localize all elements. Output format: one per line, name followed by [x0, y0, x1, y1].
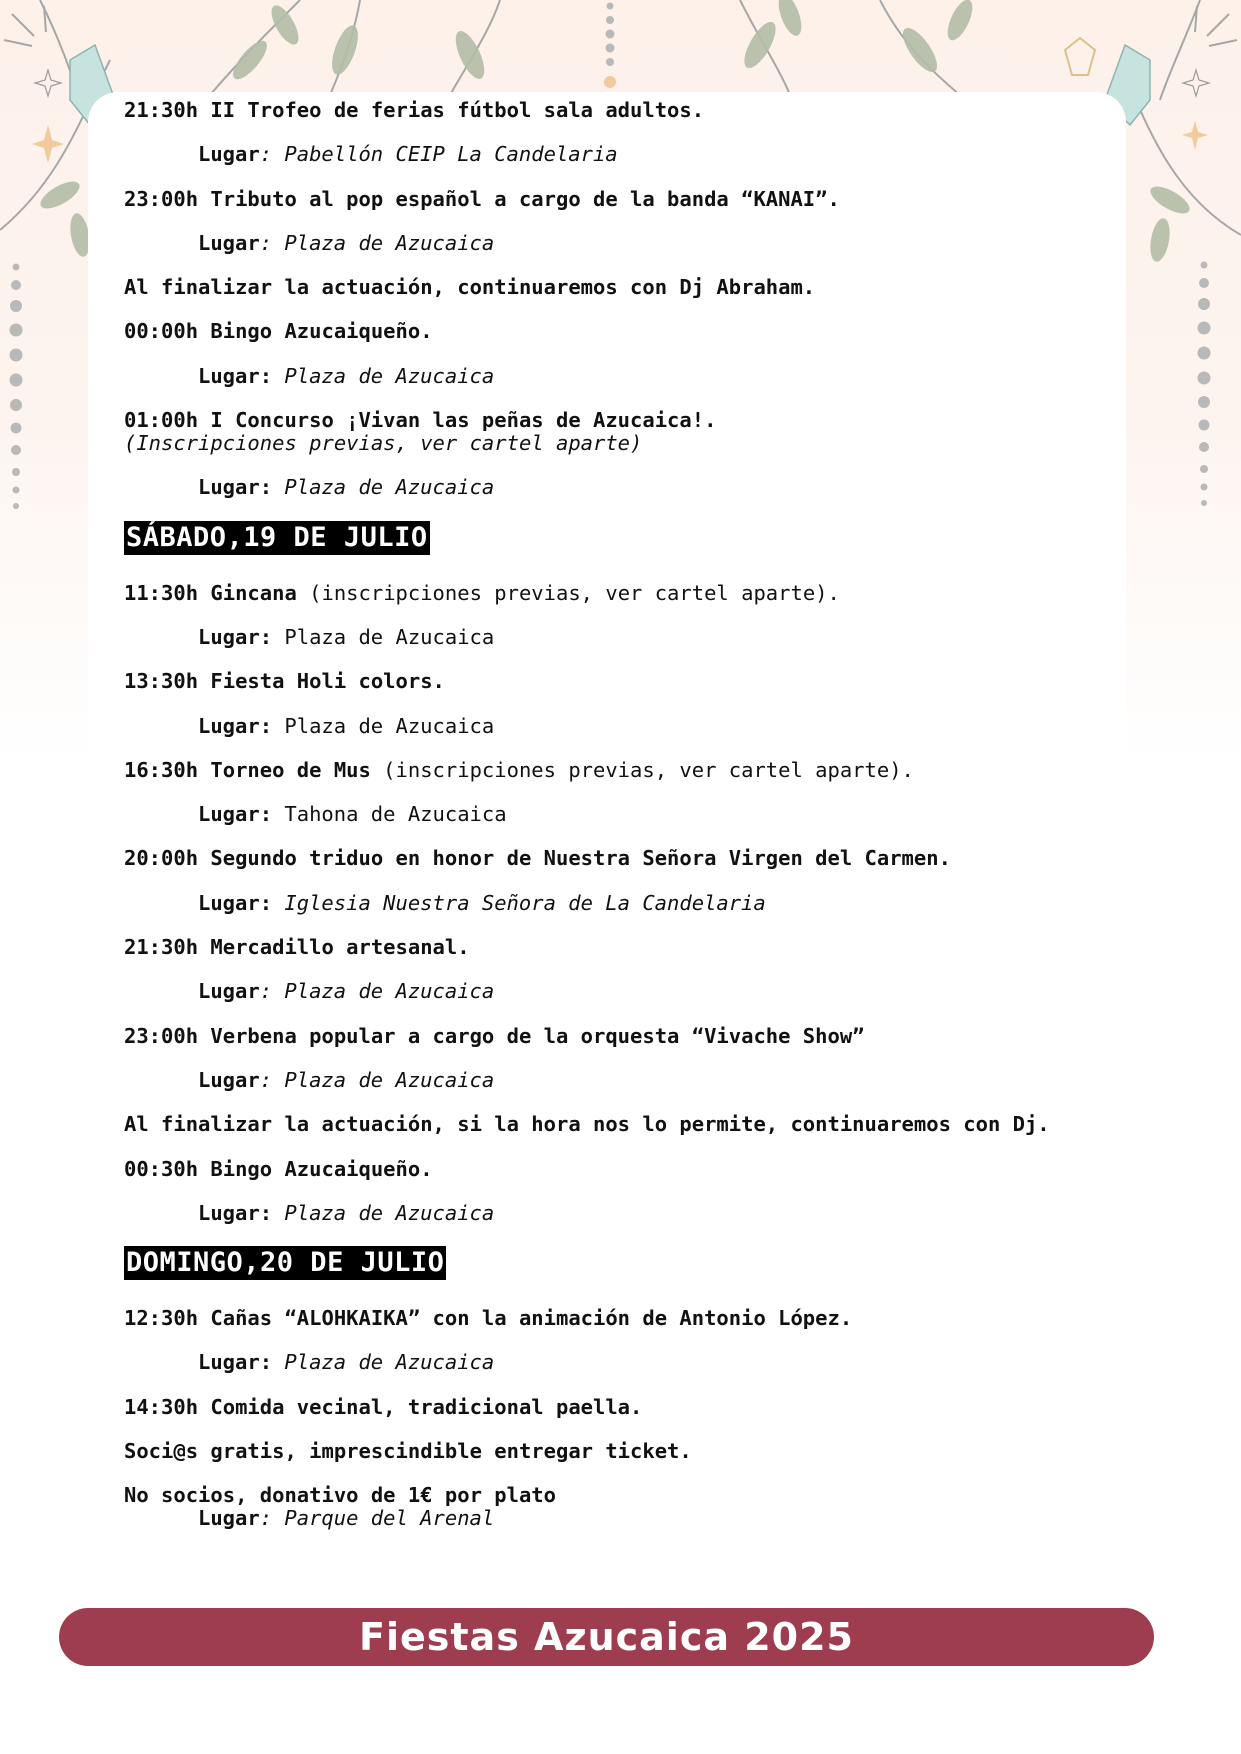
place-label: Lugar: [198, 979, 260, 1004]
event-line: [124, 99, 1124, 122]
place-label: Lugar: [198, 1067, 260, 1092]
footer-title: Fiestas Azucaica 2025: [359, 1615, 854, 1659]
place-line: [124, 1507, 1124, 1530]
place-line: [124, 980, 1124, 1003]
event-title: No socios, donativo de 1€ por plato: [124, 1483, 556, 1508]
event-title: Al finalizar la actuación, continuaremos con Dj Abraham.: [124, 275, 816, 300]
place-label: Lugar:: [198, 363, 273, 388]
event-title: 12:30h Cañas “ALOHKAIKA” con la animación de Antonio López.: [124, 1306, 853, 1331]
place-name: Plaza de Azucaica: [272, 475, 495, 500]
place-line: [124, 715, 1124, 738]
event-line: [124, 320, 1124, 343]
place-name: Plaza de Azucaica: [272, 1067, 495, 1092]
event-line-with-note: [124, 409, 1124, 455]
day-heading: SÁBADO,19 DE JULIO: [126, 521, 428, 553]
place-line: [124, 365, 1124, 388]
event-title: 11:30h Gincana: [124, 580, 297, 605]
event-title: 14:30h Comida vecinal, tradicional paella.: [124, 1394, 643, 1419]
event-line: [124, 936, 1124, 959]
place-label: Lugar: [198, 142, 260, 167]
event-title: Soci@s gratis, imprescindible entregar ticket.: [124, 1439, 692, 1464]
place-line: [124, 232, 1124, 255]
place-label: Lugar:: [198, 713, 273, 738]
event-line: [124, 276, 1124, 299]
place-label: Lugar: [198, 230, 260, 255]
event-title: 20:00h Segundo triduo en honor de Nuestra Señora Virgen del Carmen.: [124, 846, 951, 871]
event-title: 00:30h Bingo Azucaiqueño.: [124, 1156, 433, 1181]
place-name: Plaza de Azucaica: [272, 624, 495, 649]
event-line: [124, 1484, 1124, 1507]
place-separator: :: [259, 1067, 273, 1092]
event-detail: (inscripciones previas, ver cartel aparte).: [370, 757, 914, 782]
place-name: Iglesia Nuestra Señora de La Candelaria: [272, 890, 766, 915]
event-title: 23:00h Verbena popular a cargo de la orquesta “Vivache Show”: [124, 1023, 865, 1048]
place-line: [124, 1351, 1124, 1374]
place-name: Plaza de Azucaica: [272, 713, 495, 738]
event-line: [124, 1307, 1124, 1330]
program-content: [124, 99, 1124, 1552]
event-title: 21:30h II Trofeo de ferias fútbol sala adultos.: [124, 98, 705, 122]
event-note: (Inscripciones previas, ver cartel aparte): [124, 431, 643, 456]
event-line: [124, 1113, 1124, 1136]
place-name: Parque del Arenal: [272, 1506, 495, 1531]
event-detail: (inscripciones previas, ver cartel aparte).: [296, 580, 840, 605]
place-label: Lugar:: [198, 475, 273, 500]
place-name: Pabellón CEIP La Candelaria: [272, 142, 618, 167]
place-line: [124, 1069, 1124, 1092]
place-label: Lugar: [198, 1506, 260, 1531]
event-title: 23:00h Tributo al pop español a cargo de la banda “KANAI”.: [124, 186, 840, 211]
day-heading: DOMINGO,20 DE JULIO: [126, 1247, 445, 1279]
place-name: Plaza de Azucaica: [272, 1200, 495, 1225]
event-title: Al finalizar la actuación, si la hora nos lo permite, continuaremos con Dj.: [124, 1112, 1050, 1137]
event-title: 01:00h I Concurso ¡Vivan las peñas de Azucaica!.: [124, 408, 717, 433]
place-name: Plaza de Azucaica: [272, 1350, 495, 1375]
place-label: Lugar:: [198, 802, 273, 827]
place-label: Lugar:: [198, 624, 273, 649]
place-name: Plaza de Azucaica: [272, 363, 495, 388]
event-line: [124, 759, 1124, 782]
place-line: [124, 892, 1124, 915]
footer-banner: [59, 1608, 1154, 1666]
day-heading-row: [124, 1246, 1124, 1280]
event-line: [124, 1396, 1124, 1419]
place-line: [124, 626, 1124, 649]
place-label: Lugar:: [198, 1200, 273, 1225]
event-line: [124, 188, 1124, 211]
place-label: Lugar:: [198, 890, 273, 915]
place-line: [124, 476, 1124, 499]
place-separator: :: [259, 230, 273, 255]
place-name: Tahona de Azucaica: [272, 802, 507, 827]
event-line: [124, 1440, 1124, 1463]
place-separator: :: [259, 142, 273, 167]
event-line: [124, 670, 1124, 693]
event-title: 00:00h Bingo Azucaiqueño.: [124, 319, 433, 344]
place-name: Plaza de Azucaica: [272, 230, 495, 255]
place-label: Lugar:: [198, 1350, 273, 1375]
place-separator: :: [259, 1506, 273, 1531]
place-separator: :: [259, 979, 273, 1004]
event-title: 16:30h Torneo de Mus: [124, 757, 371, 782]
place-line: [124, 803, 1124, 826]
event-line: [124, 582, 1124, 605]
place-name: Plaza de Azucaica: [272, 979, 495, 1004]
event-line: [124, 1158, 1124, 1181]
day-heading-row: [124, 521, 1124, 555]
event-line: [124, 1025, 1124, 1048]
event-line: [124, 847, 1124, 870]
event-title: 13:30h Fiesta Holi colors.: [124, 669, 445, 694]
place-line: [124, 1202, 1124, 1225]
event-title: 21:30h Mercadillo artesanal.: [124, 935, 470, 960]
place-line: [124, 143, 1124, 166]
